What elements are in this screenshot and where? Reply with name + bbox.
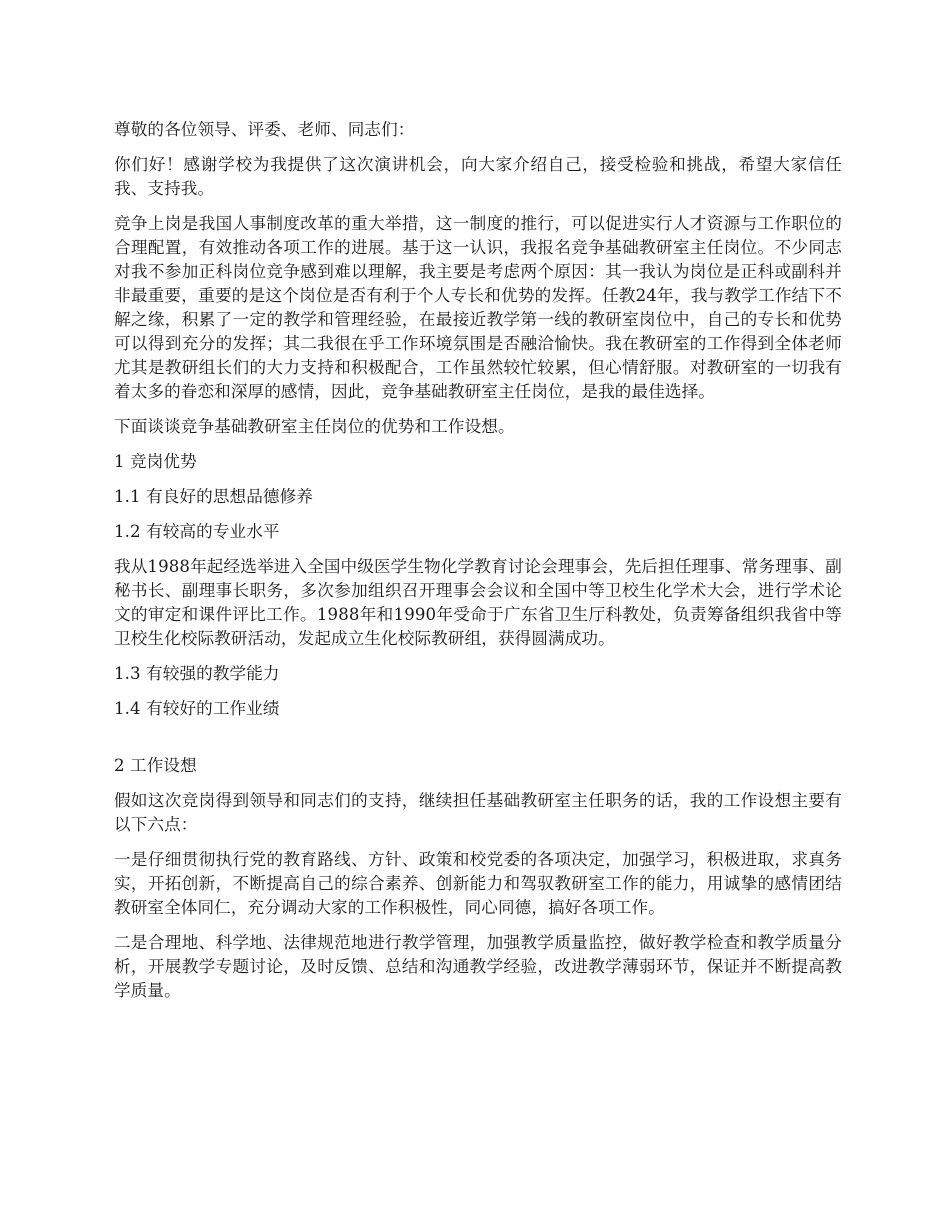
section-heading-1: 1 竞岗优势 [114, 452, 197, 471]
intro-paragraph: 竞争上岗是我国人事制度改革的重大举措，这一制度的推行，可以促进实行人才资源与工作职位的合理配置，有效推动各项工作的进展。基于这一认识，我报名竞争基础教研室主任岗位。不少同志对我不参加正科岗位竞争感到难以理解，我主要是考虑两个原因：其一我认为岗位是正科或副科并非最重要，重要的是这个岗位是否有利于个人专长和优势的发挥。任教24年，我与教学工作结下不解之缘，积累了一定的教学和管理经验，在最接近教学第一线的教研室岗位中，自己的专长和优势可以得到充分的发挥；其二我很在乎工作环境氛围是否融洽愉快。我在教研室的工作得到全体老师尤其是教研组长们的大力支持和积极配合，工作虽然较忙较累，但心情舒服。对教研室的一切我有着太多的眷恋和深厚的感情，因此，竞争基础教研室主任岗位，是我的最佳选择。 [114, 214, 842, 401]
work-plan-point-1: 一是仔细贯彻执行党的教育路线、方针、政策和校党委的各项决定，加强学习，积极进取，求真务实，开拓创新，不断提高自己的综合素养、创新能力和驾驭教研室工作的能力，用诚挚的感情团结教研室全体同仁，充分调动大家的工作积极性，同心同德，搞好各项工作。 [114, 850, 842, 917]
work-plan-point-2: 二是合理地、科学地、法律规范地进行教学管理，加强教学质量监控，做好教学检查和教学质量分析，开展教学专题讨论，及时反馈、总结和沟通教学经验，改进教学薄弱环节，保证并不断提高教学质量。 [114, 933, 842, 1000]
document-page [114, 118, 842, 1014]
salutation: 尊敬的各位领导、评委、老师、同志们： [114, 120, 415, 139]
transition-paragraph: 下面谈谈竞争基础教研室主任岗位的优势和工作设想。 [114, 417, 515, 436]
greeting-paragraph: 你们好！感谢学校为我提供了这次演讲机会，向大家介绍自己，接受检验和挑战，希望大家信任我、支持我。 [114, 155, 842, 198]
section-heading-2: 2 工作设想 [114, 756, 197, 775]
subsection-heading-1-3: 1.3 有较强的教学能力 [114, 664, 280, 683]
professional-level-paragraph: 我从1988年起经选举进入全国中级医学生物化学教育讨论会理事会，先后担任理事、常务理事、副秘书长、副理事长职务，多次参加组织召开理事会会议和全国中等卫校生化学术大会，进行学术论文的审定和课件评比工作。1988年和1990年受命于广东省卫生厅科教处，负责筹备组织我省中等卫校生化校际教研活动，发起成立生化校际教研组，获得圆满成功。 [114, 557, 842, 648]
subsection-heading-1-1: 1.1 有良好的思想品德修养 [114, 487, 314, 506]
work-plan-intro-paragraph: 假如这次竞岗得到领导和同志们的支持，继续担任基础教研室主任职务的话，我的工作设想主要有以下六点： [114, 791, 842, 834]
subsection-heading-1-4: 1.4 有较好的工作业绩 [114, 699, 280, 718]
subsection-heading-1-2: 1.2 有较高的专业水平 [114, 522, 280, 541]
